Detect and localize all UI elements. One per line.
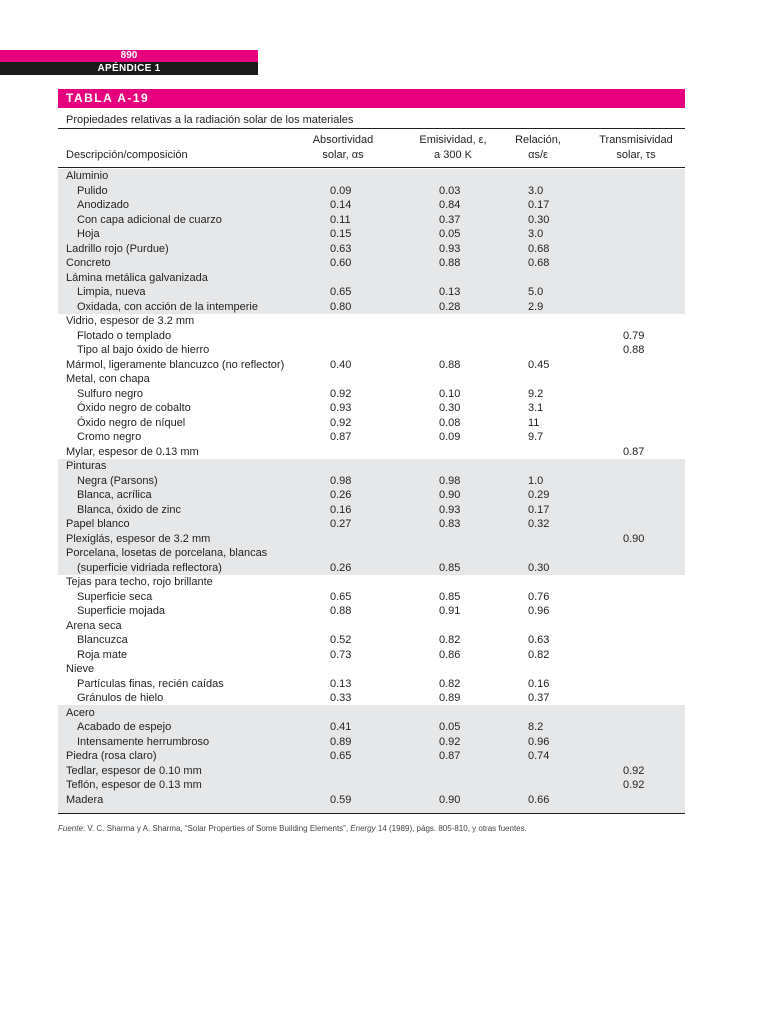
- table-row: [58, 329, 685, 344]
- table-row: [58, 793, 685, 808]
- emissivity-value: 0.30: [439, 402, 461, 414]
- absorptivity-value: 0.73: [330, 648, 352, 661]
- table-row: [58, 503, 685, 518]
- emissivity-value: 0.93: [439, 242, 461, 255]
- table-row: [58, 691, 685, 706]
- absorptivity-value: 0.40: [330, 358, 352, 371]
- table-row: [58, 198, 685, 213]
- table-row: [58, 619, 685, 634]
- emissivity-value: 0.98: [439, 474, 461, 487]
- ratio-value: 0.68: [528, 242, 550, 255]
- row-description: Blanca, óxido de zinc: [77, 503, 181, 516]
- row-description: Anodizado: [77, 199, 129, 211]
- table-row: [58, 184, 685, 199]
- absorptivity-value: 0.15: [330, 228, 352, 240]
- row-description: Oxidada, con acción de la intemperie: [77, 300, 258, 313]
- page-number: 890: [0, 50, 258, 62]
- row-description: Plexiglás, espesor de 3.2 mm: [66, 532, 211, 545]
- absorptivity-value: 0.63: [330, 242, 352, 255]
- row-description: Negra (Parsons): [77, 474, 158, 487]
- table-row: [58, 546, 685, 561]
- page-header: [0, 50, 258, 75]
- row-description: Roja mate: [77, 648, 128, 661]
- table-row: [58, 343, 685, 358]
- row-description: Tipo al bajo óxido de hierro: [77, 344, 210, 356]
- ratio-value: 0.63: [528, 634, 550, 646]
- emissivity-value: 0.83: [439, 518, 461, 530]
- emissivity-value: 0.87: [439, 750, 461, 762]
- table-row: [58, 300, 685, 315]
- row-description: Acabado de espejo: [77, 721, 172, 733]
- absorptivity-value: 0.26: [330, 561, 352, 574]
- table-row: [58, 213, 685, 228]
- table-row: [58, 778, 685, 793]
- table-bottom-rule: [58, 813, 685, 814]
- column-header-description: Descripción/composición: [66, 149, 188, 161]
- row-description: Flotado o templado: [77, 329, 172, 342]
- row-description: Superficie mojada: [77, 605, 166, 617]
- ratio-value: 0.76: [528, 590, 550, 603]
- emissivity-value: 0.08: [439, 416, 461, 429]
- emissivity-value: 0.10: [439, 387, 461, 400]
- ratio-value: 0.82: [528, 648, 550, 661]
- ratio-value: 0.66: [528, 793, 550, 806]
- table-row: [58, 561, 685, 576]
- table-row: [58, 358, 685, 373]
- ratio-value: 0.96: [528, 735, 550, 748]
- row-description: Piedra (rosa claro): [66, 750, 157, 762]
- emissivity-value: 0.13: [439, 286, 461, 298]
- table-row: [58, 764, 685, 779]
- row-description: Partículas finas, recién caídas: [77, 677, 224, 690]
- row-description: Aluminio: [66, 170, 109, 182]
- table-row: [58, 169, 685, 184]
- row-description: Óxido negro de cobalto: [77, 402, 191, 414]
- ratio-value: 0.32: [528, 518, 550, 530]
- row-description: Óxido negro de níquel: [77, 416, 186, 429]
- table-row: [58, 706, 685, 721]
- emissivity-value: 0.05: [439, 228, 461, 240]
- row-description: Limpia, nueva: [77, 286, 146, 298]
- column-header-transmissivity: Transmisividad solar, τs: [599, 134, 673, 161]
- table-row: [58, 517, 685, 532]
- ratio-value: 5.0: [528, 286, 544, 298]
- table-row: [58, 474, 685, 489]
- emissivity-value: 0.90: [439, 489, 461, 501]
- ratio-value: 0.37: [528, 692, 550, 704]
- transmissivity-value: 0.79: [623, 329, 645, 342]
- ratio-value: 8.2: [528, 721, 544, 733]
- table-row: [58, 749, 685, 764]
- table-caption: Propiedades relativas a la radiación solar de los materiales: [66, 114, 354, 126]
- row-description: Hoja: [77, 228, 100, 240]
- emissivity-value: 0.85: [439, 561, 461, 574]
- row-description: Tejas para techo, rojo brillante: [66, 576, 213, 588]
- absorptivity-value: 0.13: [330, 677, 352, 690]
- table-row: [58, 677, 685, 692]
- table-row: [58, 604, 685, 619]
- absorptivity-value: 0.60: [330, 257, 352, 269]
- row-description: Cromo negro: [77, 431, 142, 443]
- transmissivity-value: 0.92: [623, 764, 645, 777]
- row-description: Pinturas: [66, 460, 107, 472]
- row-description: Superficie seca: [77, 590, 153, 603]
- row-description: Mármol, ligeramente blancuzco (no reflector): [66, 358, 285, 371]
- table-row: [58, 387, 685, 402]
- table-header-rule: [58, 167, 685, 168]
- absorptivity-value: 0.27: [330, 518, 352, 530]
- transmissivity-value: 0.92: [623, 779, 645, 791]
- ratio-value: 0.96: [528, 605, 550, 617]
- absorptivity-value: 0.65: [330, 750, 352, 762]
- row-description: Ladrillo rojo (Purdue): [66, 242, 169, 255]
- row-description: Metal, con chapa: [66, 373, 150, 385]
- row-description: Madera: [66, 793, 104, 806]
- emissivity-value: 0.91: [439, 605, 461, 617]
- emissivity-value: 0.82: [439, 677, 461, 690]
- absorptivity-value: 0.92: [330, 416, 352, 429]
- absorptivity-value: 0.98: [330, 474, 352, 487]
- table-row: [58, 242, 685, 257]
- ratio-value: 0.30: [528, 213, 550, 226]
- ratio-value: 0.16: [528, 677, 550, 690]
- row-description: (superficie vidriada reflectora): [77, 561, 222, 574]
- table-row: [58, 648, 685, 663]
- footnote: Fuente: V. C. Sharma y A. Sharma, “Solar Properties of Some Building Elements”, Energy 14 (1989), págs. 805-810, y otras fuentes.: [58, 824, 527, 833]
- ratio-value: 3.0: [528, 228, 544, 240]
- row-description: Pulido: [77, 184, 108, 197]
- table-row: [58, 372, 685, 387]
- column-header-absorptivity: Absortividad solar, αs: [312, 134, 374, 161]
- emissivity-value: 0.86: [439, 648, 461, 661]
- emissivity-value: 0.88: [439, 358, 461, 371]
- table-row: [58, 401, 685, 416]
- emissivity-value: 0.93: [439, 503, 461, 516]
- table-row: [58, 430, 685, 445]
- emissivity-value: 0.85: [439, 590, 461, 603]
- emissivity-value: 0.03: [439, 184, 461, 197]
- table-row: [58, 416, 685, 431]
- table-row: [58, 445, 685, 460]
- table-row: [58, 271, 685, 286]
- row-description: Tedlar, espesor de 0.10 mm: [66, 764, 202, 777]
- ratio-value: 11: [528, 416, 540, 429]
- row-description: Arena seca: [66, 619, 122, 632]
- table-body: [58, 169, 685, 807]
- absorptivity-value: 0.88: [330, 605, 352, 617]
- row-description: Intensamente herrumbroso: [77, 735, 210, 748]
- row-description: Gránulos de hielo: [77, 692, 164, 704]
- table-row: [58, 532, 685, 547]
- absorptivity-value: 0.92: [330, 387, 352, 400]
- emissivity-value: 0.05: [439, 721, 461, 733]
- ratio-value: 2.9: [528, 300, 544, 313]
- ratio-value: 3.1: [528, 402, 544, 414]
- ratio-value: 3.0: [528, 184, 544, 197]
- transmissivity-value: 0.88: [623, 344, 645, 356]
- absorptivity-value: 0.09: [330, 184, 352, 197]
- table-row: [58, 662, 685, 677]
- ratio-value: 9.7: [528, 431, 544, 443]
- ratio-value: 0.17: [528, 199, 550, 211]
- emissivity-value: 0.88: [439, 257, 461, 269]
- table-row: [58, 459, 685, 474]
- table-row: [58, 590, 685, 605]
- transmissivity-value: 0.87: [623, 445, 645, 458]
- ratio-value: 0.68: [528, 257, 550, 269]
- absorptivity-value: 0.65: [330, 286, 352, 298]
- table-label: TABLA A-19: [58, 89, 685, 108]
- absorptivity-value: 0.87: [330, 431, 352, 443]
- absorptivity-value: 0.80: [330, 300, 352, 313]
- row-description: Sulfuro negro: [77, 387, 144, 400]
- row-description: Blanca, acrílica: [77, 489, 152, 501]
- table-row: [58, 720, 685, 735]
- emissivity-value: 0.84: [439, 199, 461, 211]
- absorptivity-value: 0.52: [330, 634, 352, 646]
- absorptivity-value: 0.65: [330, 590, 352, 603]
- row-description: Acero: [66, 706, 95, 719]
- emissivity-value: 0.89: [439, 692, 461, 704]
- absorptivity-value: 0.26: [330, 489, 352, 501]
- table-row: [58, 227, 685, 242]
- table-row: [58, 314, 685, 329]
- table-row: [58, 633, 685, 648]
- absorptivity-value: 0.33: [330, 692, 352, 704]
- emissivity-value: 0.09: [439, 431, 461, 443]
- table-row: [58, 735, 685, 750]
- row-description: Blancuzca: [77, 634, 128, 646]
- row-description: Concreto: [66, 257, 111, 269]
- row-description: Porcelana, losetas de porcelana, blancas: [66, 547, 268, 559]
- table-row: [58, 285, 685, 300]
- emissivity-value: 0.92: [439, 735, 461, 748]
- absorptivity-value: 0.93: [330, 402, 352, 414]
- column-header-ratio: Relación, αs/ε: [515, 134, 561, 161]
- ratio-value: 0.17: [528, 503, 550, 516]
- absorptivity-value: 0.59: [330, 793, 352, 806]
- absorptivity-value: 0.14: [330, 199, 352, 211]
- absorptivity-value: 0.16: [330, 503, 352, 516]
- row-description: Con capa adicional de cuarzo: [77, 213, 222, 226]
- row-description: Teflón, espesor de 0.13 mm: [66, 779, 202, 791]
- emissivity-value: 0.28: [439, 300, 461, 313]
- ratio-value: 0.30: [528, 561, 550, 574]
- row-description: Vidrio, espesor de 3.2 mm: [66, 315, 195, 327]
- ratio-value: 0.29: [528, 489, 550, 501]
- table-row: [58, 488, 685, 503]
- column-header-emissivity: Emisividad, ε, a 300 K: [419, 134, 487, 161]
- absorptivity-value: 0.41: [330, 721, 352, 733]
- absorptivity-value: 0.89: [330, 735, 352, 748]
- absorptivity-value: 0.11: [330, 213, 351, 226]
- transmissivity-value: 0.90: [623, 532, 645, 545]
- appendix-label: APÉNDICE 1: [0, 62, 258, 75]
- row-description: Lámina metálica galvanizada: [66, 271, 208, 284]
- row-description: Papel blanco: [66, 518, 130, 530]
- table-row: [58, 256, 685, 271]
- table-top-rule: [58, 128, 685, 129]
- ratio-value: 9.2: [528, 387, 544, 400]
- row-description: Nieve: [66, 663, 95, 675]
- ratio-value: 1.0: [528, 474, 544, 487]
- ratio-value: 0.45: [528, 358, 550, 371]
- table-row: [58, 575, 685, 590]
- emissivity-value: 0.90: [439, 793, 461, 806]
- ratio-value: 0.74: [528, 750, 550, 762]
- emissivity-value: 0.82: [439, 634, 461, 646]
- row-description: Mylar, espesor de 0.13 mm: [66, 445, 199, 458]
- emissivity-value: 0.37: [439, 213, 461, 226]
